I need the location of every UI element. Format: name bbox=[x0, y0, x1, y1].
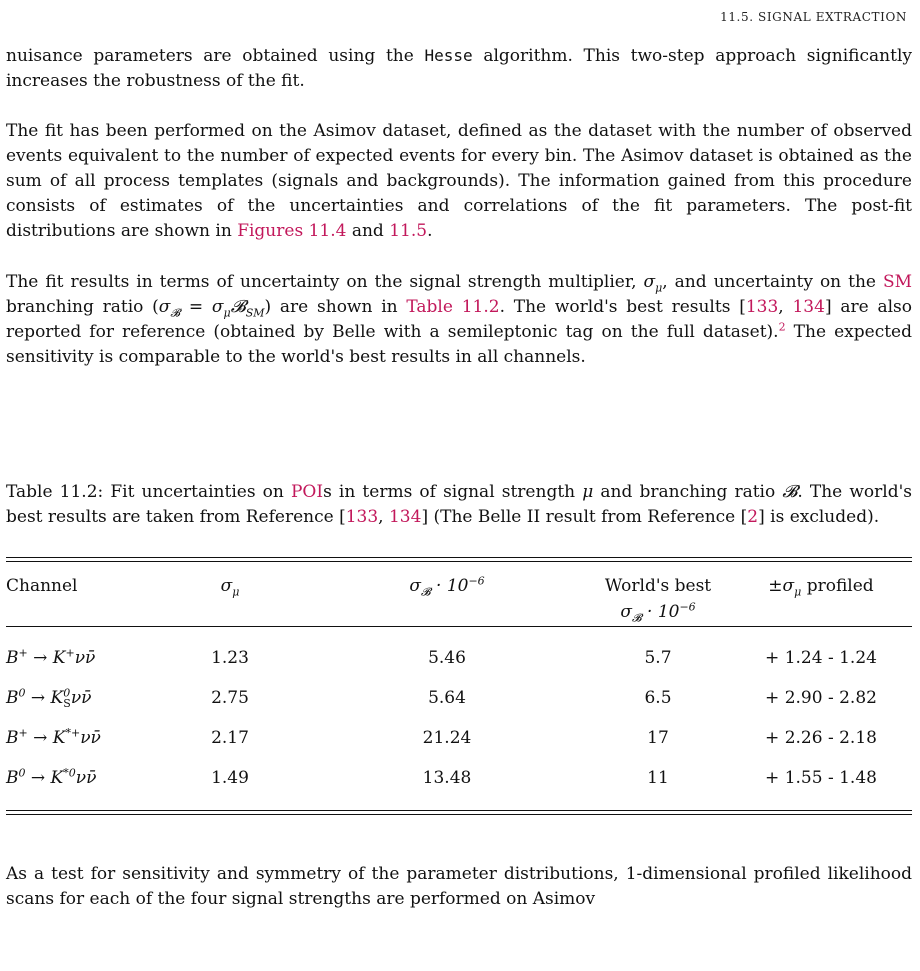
table-row: B+ → K+νν̄ 1.23 5.46 5.7 + 1.24 - 1.24 bbox=[6, 646, 877, 668]
footnote-marker[interactable]: 2 bbox=[778, 320, 786, 334]
link-ref-133[interactable]: 133 bbox=[745, 297, 779, 317]
link-poi[interactable]: POI bbox=[290, 482, 324, 502]
table-top-rule-1 bbox=[6, 557, 912, 558]
channel-b0-ks: $B^0$ → $K^0_S\nu\nū$ bbox=[6, 686, 92, 711]
link-sm[interactable]: SM bbox=[882, 272, 912, 292]
paragraph-hesse: nuisance parameters are obtained using the Hesse algorithm. This two-step approach significantly increases the robustness of the fit. bbox=[6, 46, 912, 91]
table-caption: Table 11.2: Fit uncertainties on POIs in terms of signal strength μ and branching ratio 𝓑. The world's best results are taken from Reference [133, 134] (The Belle II result from Reference [2] is excluded). bbox=[6, 482, 912, 527]
channel-b-plus-k-plus: B+ → K+νν̄ bbox=[6, 646, 96, 668]
table-bottom-rule-2 bbox=[6, 814, 912, 815]
link-caption-ref-2[interactable]: 2 bbox=[747, 507, 759, 527]
link-caption-ref-134[interactable]: 134 bbox=[388, 507, 422, 527]
math-mu: μ bbox=[582, 482, 594, 502]
paragraph-results: The fit results in terms of uncertainty on the signal strength multiplier, $\sigma_\mu$, and uncertainty on the SM branching ratio ($\sigma_𝓑$ = $\sigma_\mu 𝓑_{SM}$) are shown in Table 11.2. The world's best results [133, 134] are also reported for reference (obtained by Belle with a semileptonic tag on the full dataset).$^2$ The expected sensitivity is comparable to the world's best results in all channels. bbox=[6, 272, 912, 367]
header-channel: Channel bbox=[6, 576, 78, 596]
link-ref-134[interactable]: 134 bbox=[792, 297, 825, 317]
running-head: 11.5. SIGNAL EXTRACTION bbox=[720, 10, 907, 24]
table-row: $B^0$ → $K^{*0}\nu\nū$ 1.49 13.48 11 + 1.55 - 1.48 bbox=[6, 766, 877, 788]
math-b: 𝓑 bbox=[782, 482, 798, 502]
link-caption-ref-133[interactable]: 133 bbox=[345, 507, 379, 527]
table-row: B+ → K*+νν̄ 2.17 21.24 17 + 2.26 - 2.18 bbox=[6, 726, 877, 748]
channel-b0-k-star-0: $B^0$ → $K^{*0}\nu\nū$ bbox=[6, 766, 97, 788]
math-sigma-b-def: $\sigma_𝓑$ = $\sigma_\mu 𝓑_{SM}$ bbox=[158, 297, 265, 320]
channel-b-plus-k-star-plus: B+ → K*+νν̄ bbox=[6, 726, 101, 748]
paragraph-asimov: The fit has been performed on the Asimov dataset, defined as the dataset with the number of observed events equivalent to the number of expected events for every bin. The Asimov dataset is obtained as the sum of all process templates (signals and backgrounds). The information gained from this procedure consists of estimates of the uncertainties and correlations of the fit parameters. The post-fit distributions are shown in Figures 11.4 and 11.5. bbox=[6, 121, 912, 241]
table-top-rule-2 bbox=[6, 561, 912, 562]
code-hesse: Hesse bbox=[424, 46, 473, 65]
link-table-11-2[interactable]: Table 11.2 bbox=[406, 297, 500, 317]
table-row: $B^0$ → $K^0_S\nu\nū$ 2.75 5.64 6.5 + 2.90 - 2.82 bbox=[6, 686, 877, 711]
table-header-rule bbox=[6, 626, 912, 627]
paragraph-likelihood-scan: As a test for sensitivity and symmetry of the parameter distributions, 1-dimensional profiled likelihood scans for each of the four signal strengths are performed on Asimov bbox=[6, 864, 912, 909]
link-figures-11-4[interactable]: Figures 11.4 bbox=[237, 221, 347, 241]
table-bottom-rule-1 bbox=[6, 810, 912, 811]
link-figure-11-5[interactable]: 11.5 bbox=[389, 221, 428, 241]
table-header-row: Channel $\sigma_\mu$ $\sigma_𝓑 \cdot 10^{-6}$ World's best $\sigma_𝓑 \cdot 10^{-6}$ $\pm\sigma_\mu$ profiled bbox=[6, 574, 874, 625]
math-sigma-mu: $\sigma_\mu$ bbox=[643, 272, 663, 295]
